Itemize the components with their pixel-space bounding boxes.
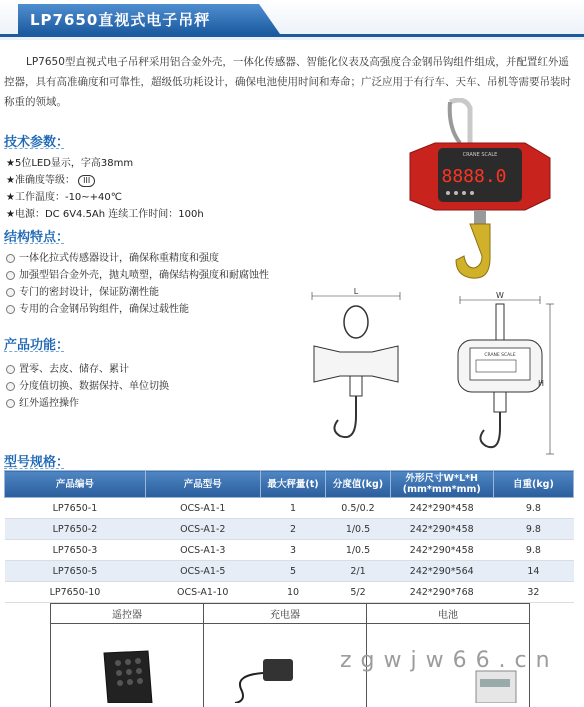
title-underline xyxy=(4,243,64,245)
tech-item-text: ★准确度等级： xyxy=(6,175,75,186)
bullet-icon xyxy=(6,288,15,297)
table-cell: 3 xyxy=(260,540,326,561)
table-row xyxy=(5,540,574,561)
structure-item: 加强型铝合金外壳，抛丸喷塑，确保结构强度和耐腐蚀性 xyxy=(6,266,269,281)
col-header: 产品型号 xyxy=(145,471,260,498)
table-cell: OCS-A1-2 xyxy=(145,519,260,540)
tech-title-text: 技术参数： xyxy=(4,135,69,150)
page-header xyxy=(0,0,584,40)
function-item: 置零、去皮、储存、累计 xyxy=(6,360,129,375)
table-cell: 242*290*458 xyxy=(390,498,493,519)
table-cell: 10 xyxy=(260,582,326,603)
watermark-text: z g w j w 6 6 . c n xyxy=(340,648,551,673)
table-cell: 9.8 xyxy=(493,498,573,519)
function-item: 分度值切换、数据保持、单位切换 xyxy=(6,377,169,392)
bullet-icon xyxy=(6,254,15,263)
table-cell: 242*290*458 xyxy=(390,519,493,540)
bullet-icon xyxy=(6,365,15,374)
spec-title-text: 型号规格： xyxy=(4,455,69,470)
spec-table xyxy=(4,470,574,603)
table-cell: 242*290*458 xyxy=(390,540,493,561)
table-cell: 2/1 xyxy=(326,561,390,582)
accessories-header-row xyxy=(51,604,530,624)
function-item: 红外遥控操作 xyxy=(6,394,79,409)
table-cell: 32 xyxy=(493,582,573,603)
spec-section-title xyxy=(4,451,69,470)
table-cell: 242*290*768 xyxy=(390,582,493,603)
table-cell: 9.8 xyxy=(493,519,573,540)
accessory-header: 遥控器 xyxy=(51,604,204,624)
header-rule xyxy=(0,34,584,37)
table-row xyxy=(5,498,574,519)
table-cell: LP7650-1 xyxy=(5,498,146,519)
drawing-panel-label: CRANE SCALE xyxy=(484,352,515,358)
table-row xyxy=(5,519,574,540)
dim-w-label: W xyxy=(496,291,504,300)
col-header: 自重(kg) xyxy=(493,471,573,498)
table-cell: 1/0.5 xyxy=(326,519,390,540)
title-underline xyxy=(4,148,64,150)
structure-item: 专用的合金钢吊钩组件，确保过载性能 xyxy=(6,300,189,315)
bullet-icon xyxy=(6,271,15,280)
col-header: 产品编号 xyxy=(5,471,146,498)
bullet-icon xyxy=(6,399,15,408)
bullet-icon xyxy=(6,382,15,391)
table-cell: OCS-A1-10 xyxy=(145,582,260,603)
bullet-icon xyxy=(6,305,15,314)
table-cell: 9.8 xyxy=(493,540,573,561)
table-cell: LP7650-5 xyxy=(5,561,146,582)
dim-h-label: H xyxy=(538,379,544,388)
table-cell: OCS-A1-5 xyxy=(145,561,260,582)
table-cell: 5 xyxy=(260,561,326,582)
table-cell: 2 xyxy=(260,519,326,540)
accessory-header: 电池 xyxy=(367,604,530,624)
structure-section-title xyxy=(4,226,69,245)
table-cell: OCS-A1-1 xyxy=(145,498,260,519)
table-cell: 1/0.5 xyxy=(326,540,390,561)
col-header: 最大秤量(t) xyxy=(260,471,326,498)
table-cell: 1 xyxy=(260,498,326,519)
tech-item: ★电源：DC 6V4.5Ah 连续工作时间：100h xyxy=(6,205,204,220)
page-title: LP7650直视式电子吊秤 xyxy=(30,9,210,30)
structure-item: 一体化拉式传感器设计，确保称重精度和强度 xyxy=(6,249,219,264)
led-display: 8888.0 xyxy=(441,166,506,187)
panel-brand-label: CRANE SCALE xyxy=(463,152,498,158)
table-cell: 14 xyxy=(493,561,573,582)
table-cell: 5/2 xyxy=(326,582,390,603)
intro-paragraph: LP7650型直视式电子吊秤采用铝合金外壳，一体化传感器、智能化仪表及高强度合金钢吊钩组件组成，并配置红外遥控器，具有高准确度和可靠性，超级低功耗设计，确保电池使用时间和寿命；广泛应用于有行车、天车、吊机等需要吊装时称重的领域。 xyxy=(4,52,576,112)
tech-section-title xyxy=(4,131,69,150)
crane-scale-product-image xyxy=(390,98,555,283)
dim-l-label: L xyxy=(354,287,359,296)
table-cell: LP7650-3 xyxy=(5,540,146,561)
accuracy-class-icon: III xyxy=(78,175,95,187)
table-cell: 242*290*564 xyxy=(390,561,493,582)
table-row xyxy=(5,582,574,603)
table-header-row xyxy=(5,471,574,498)
dimension-drawing xyxy=(300,286,560,458)
tech-item xyxy=(6,171,95,187)
remote-control-image xyxy=(52,625,202,703)
structure-title-text: 结构特点： xyxy=(4,230,69,245)
table-cell: OCS-A1-3 xyxy=(145,540,260,561)
table-cell: LP7650-10 xyxy=(5,582,146,603)
col-header: 分度值(kg) xyxy=(326,471,390,498)
tech-item: ★工作温度：-10~+40℃ xyxy=(6,188,122,203)
table-cell: LP7650-2 xyxy=(5,519,146,540)
remote-control-cell xyxy=(51,624,204,707)
functions-title-text: 产品功能： xyxy=(4,338,69,353)
title-underline xyxy=(4,351,64,353)
col-header: 外形尺寸W*L*H (mm*mm*mm) xyxy=(390,471,493,498)
functions-section-title xyxy=(4,334,69,353)
structure-item: 专门的密封设计，保证防潮性能 xyxy=(6,283,159,298)
table-cell: 0.5/0.2 xyxy=(326,498,390,519)
tech-item: ★5位LED显示，字高38mm xyxy=(6,154,133,169)
accessory-header: 充电器 xyxy=(204,604,367,624)
table-row xyxy=(5,561,574,582)
